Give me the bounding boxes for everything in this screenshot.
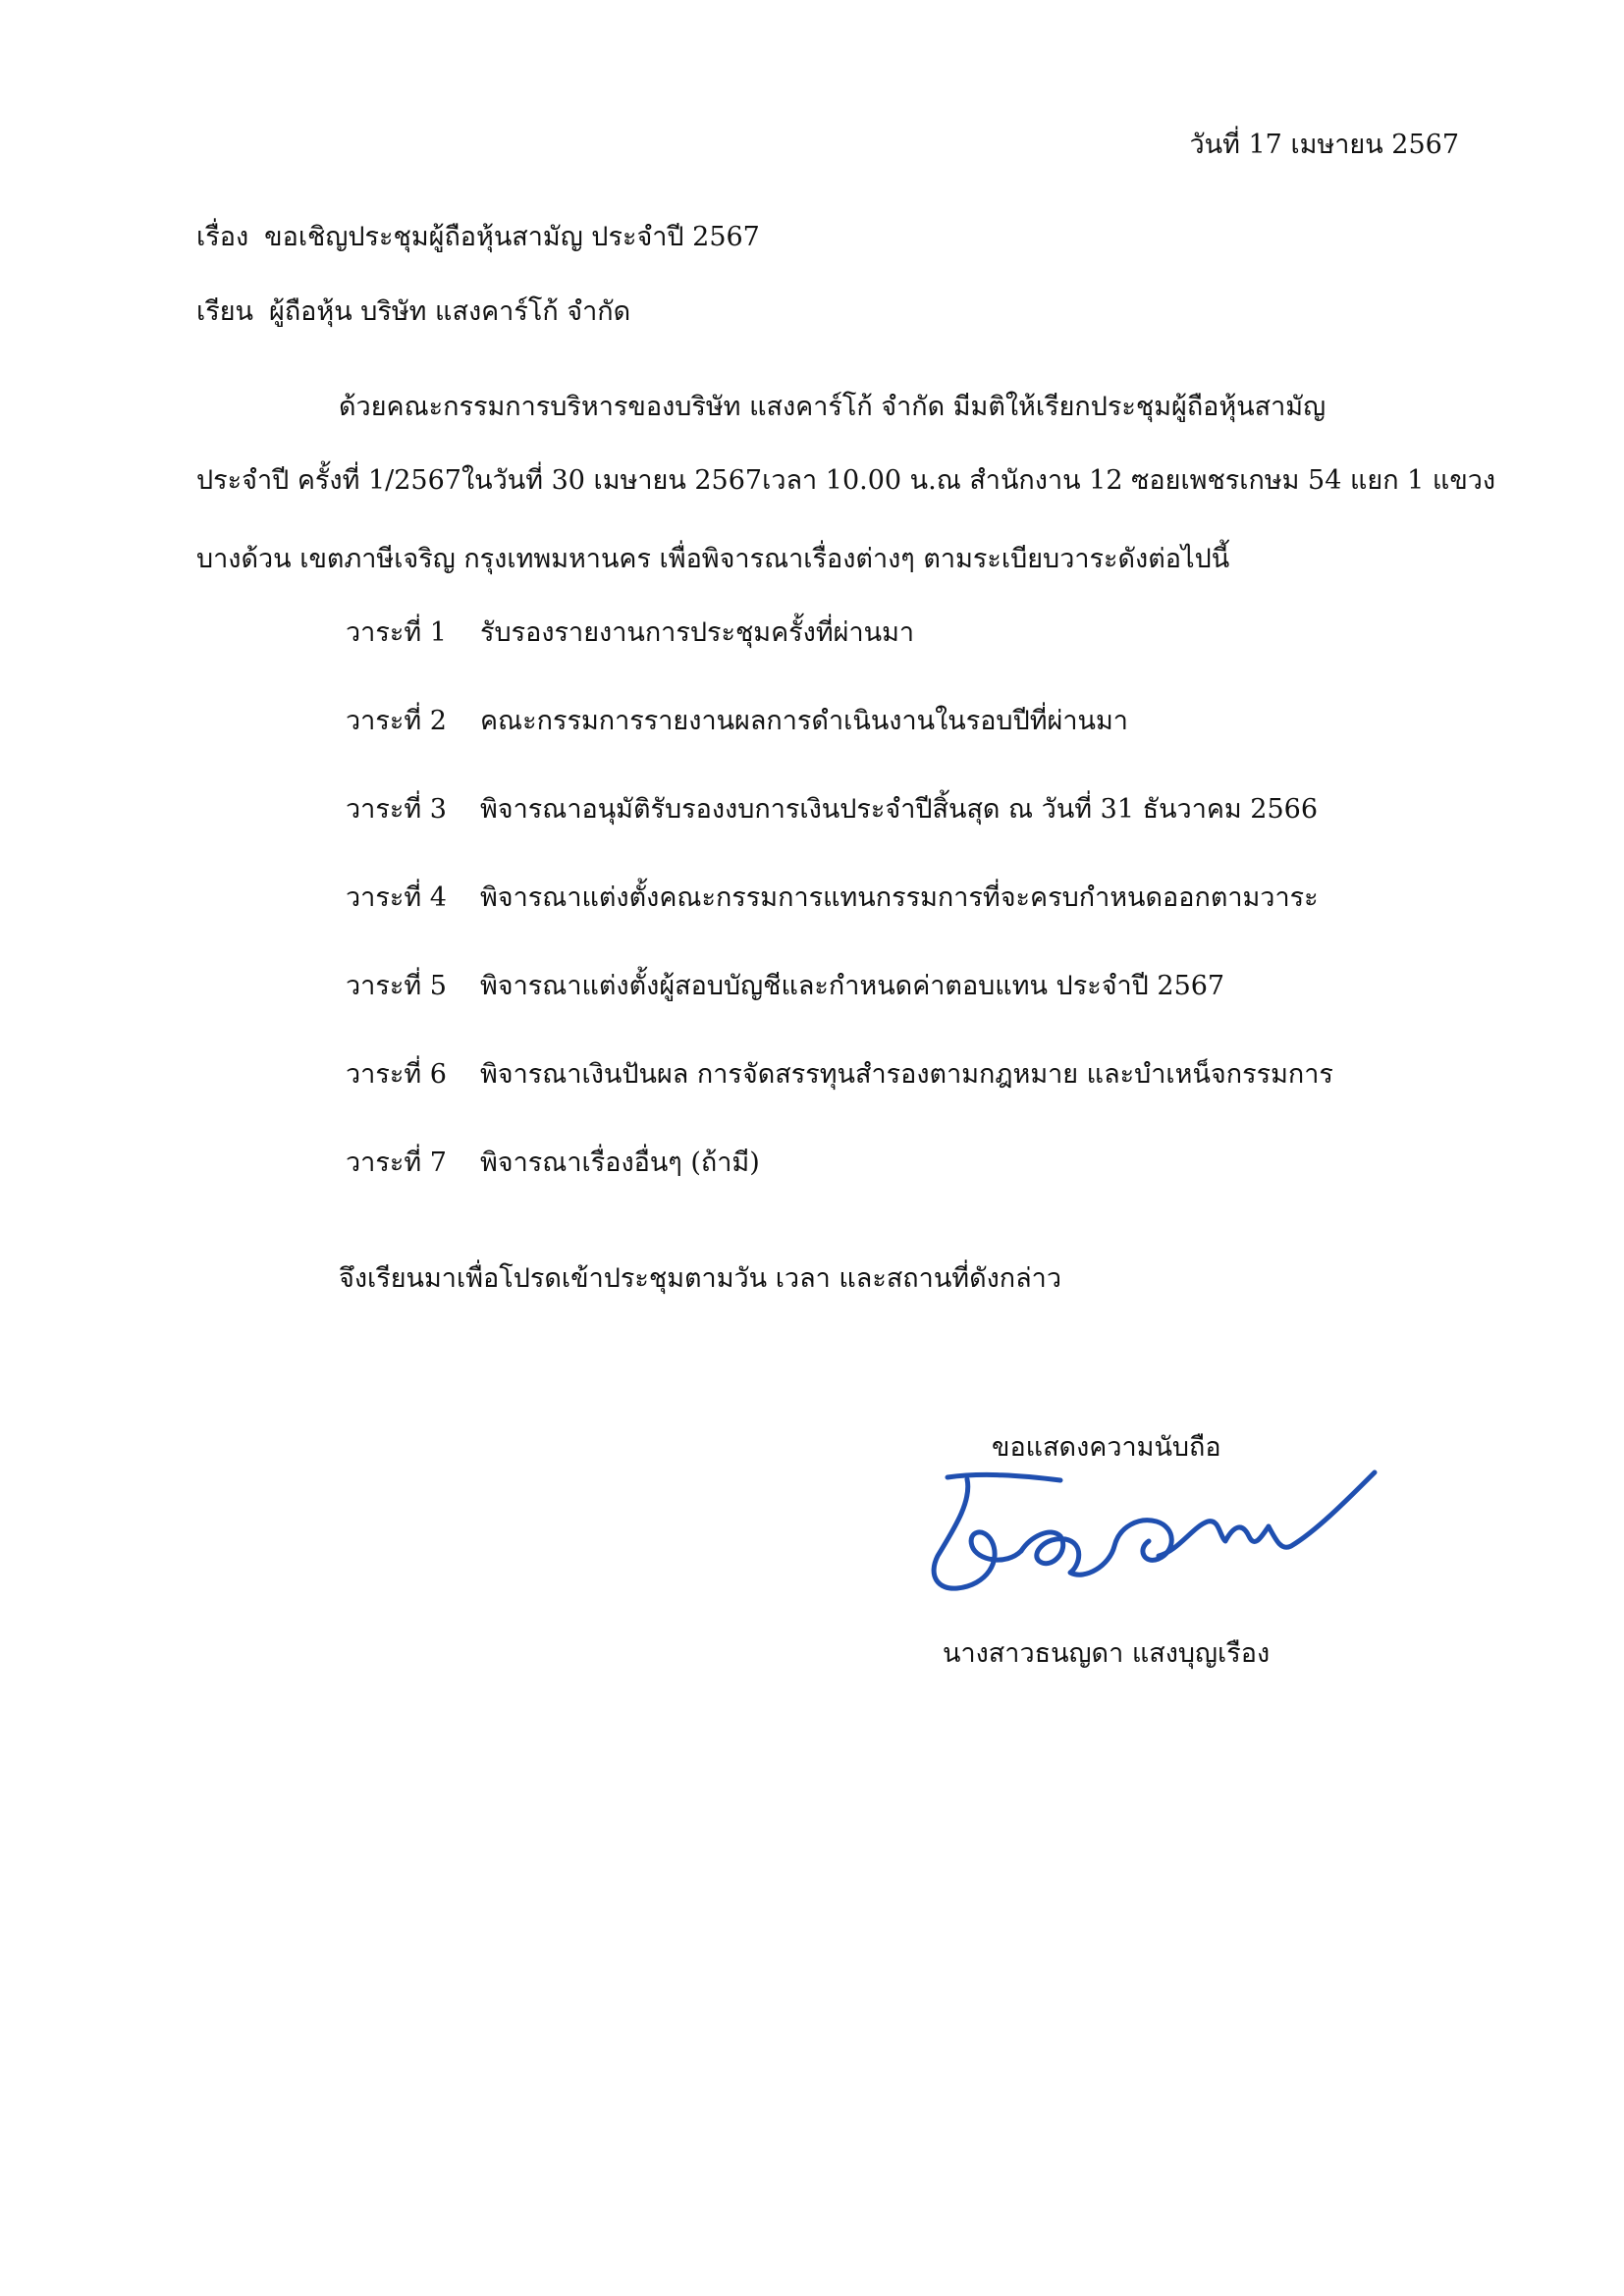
agenda-number: วาระที่ 4	[346, 882, 447, 913]
agenda-number: วาระที่ 7	[346, 1148, 447, 1178]
body-paragraph-line-1: ด้วยคณะกรรมการบริหารของบริษัท แสงคาร์โก้ จำกัด มีมติให้เรียกประชุมผู้ถือหุ้นสามัญ	[339, 392, 1326, 422]
agenda-text: พิจารณาแต่งตั้งคณะกรรมการแทนกรรมการที่จะครบกำหนดออกตามวาระ	[480, 882, 1319, 913]
subject-line	[196, 218, 760, 257]
agenda-item	[346, 1055, 1333, 1144]
agenda-text: คณะกรรมการรายงานผลการดำเนินงานในรอบปีที่ผ่านมา	[480, 706, 1128, 736]
agenda-number: วาระที่ 2	[346, 706, 447, 736]
agenda-list	[346, 614, 1333, 1232]
agenda-text: พิจารณาเรื่องอื่นๆ (ถ้ามี)	[480, 1148, 760, 1178]
regards-text: ขอแสดงความนับถือ	[992, 1432, 1221, 1463]
body-paragraph-line-2: ประจำปี ครั้งที่ 1/2567ในวันที่ 30 เมษายน 2567เวลา 10.00 น.ณ สำนักงาน 12 ซอยเพชรเกษม 54 แยก 1 แขวง	[196, 465, 1496, 496]
agenda-item	[346, 790, 1333, 879]
letter-date: วันที่ 17 เมษายน 2567	[1189, 130, 1459, 160]
agenda-item	[346, 1144, 1333, 1232]
closing-sentence: จึงเรียนมาเพื่อโปรดเข้าประชุมตามวัน เวลา และสถานที่ดังกล่าว	[339, 1263, 1062, 1294]
agenda-item	[346, 879, 1333, 967]
body-paragraph-line-3: บางด้วน เขตภาษีเจริญ กรุงเทพมหานคร เพื่อพิจารณาเรื่องต่างๆ ตามระเบียบวาระดังต่อไปนี้	[196, 544, 1230, 574]
recipient-text: ผู้ถือหุ้น บริษัท แสงคาร์โก้ จำกัด	[269, 296, 631, 327]
agenda-number: วาระที่ 5	[346, 971, 447, 1001]
agenda-text: พิจารณาเงินปันผล การจัดสรรทุนสำรองตามกฎหมาย และบำเหน็จกรรมการ	[480, 1059, 1333, 1090]
agenda-number: วาระที่ 1	[346, 617, 447, 648]
recipient-label: เรียน	[196, 296, 254, 327]
agenda-item	[346, 702, 1333, 790]
subject-text: ขอเชิญประชุมผู้ถือหุ้นสามัญ ประจำปี 2567	[264, 222, 760, 252]
recipient-line	[196, 293, 630, 332]
signer-name: นางสาวธนญดา แสงบุญเรือง	[943, 1638, 1271, 1669]
agenda-number: วาระที่ 3	[346, 794, 447, 825]
agenda-text: พิจารณาแต่งตั้งผู้สอบบัญชีและกำหนดค่าตอบแทน ประจำปี 2567	[480, 971, 1225, 1001]
agenda-item	[346, 614, 1333, 702]
agenda-item	[346, 967, 1333, 1055]
agenda-text: พิจารณาอนุมัติรับรองงบการเงินประจำปีสิ้นสุด ณ วันที่ 31 ธันวาคม 2566	[480, 794, 1319, 825]
handwritten-signature	[913, 1443, 1384, 1629]
agenda-number: วาระที่ 6	[346, 1059, 447, 1090]
agenda-text: รับรองรายงานการประชุมครั้งที่ผ่านมา	[480, 617, 915, 648]
subject-label: เรื่อง	[196, 222, 249, 252]
